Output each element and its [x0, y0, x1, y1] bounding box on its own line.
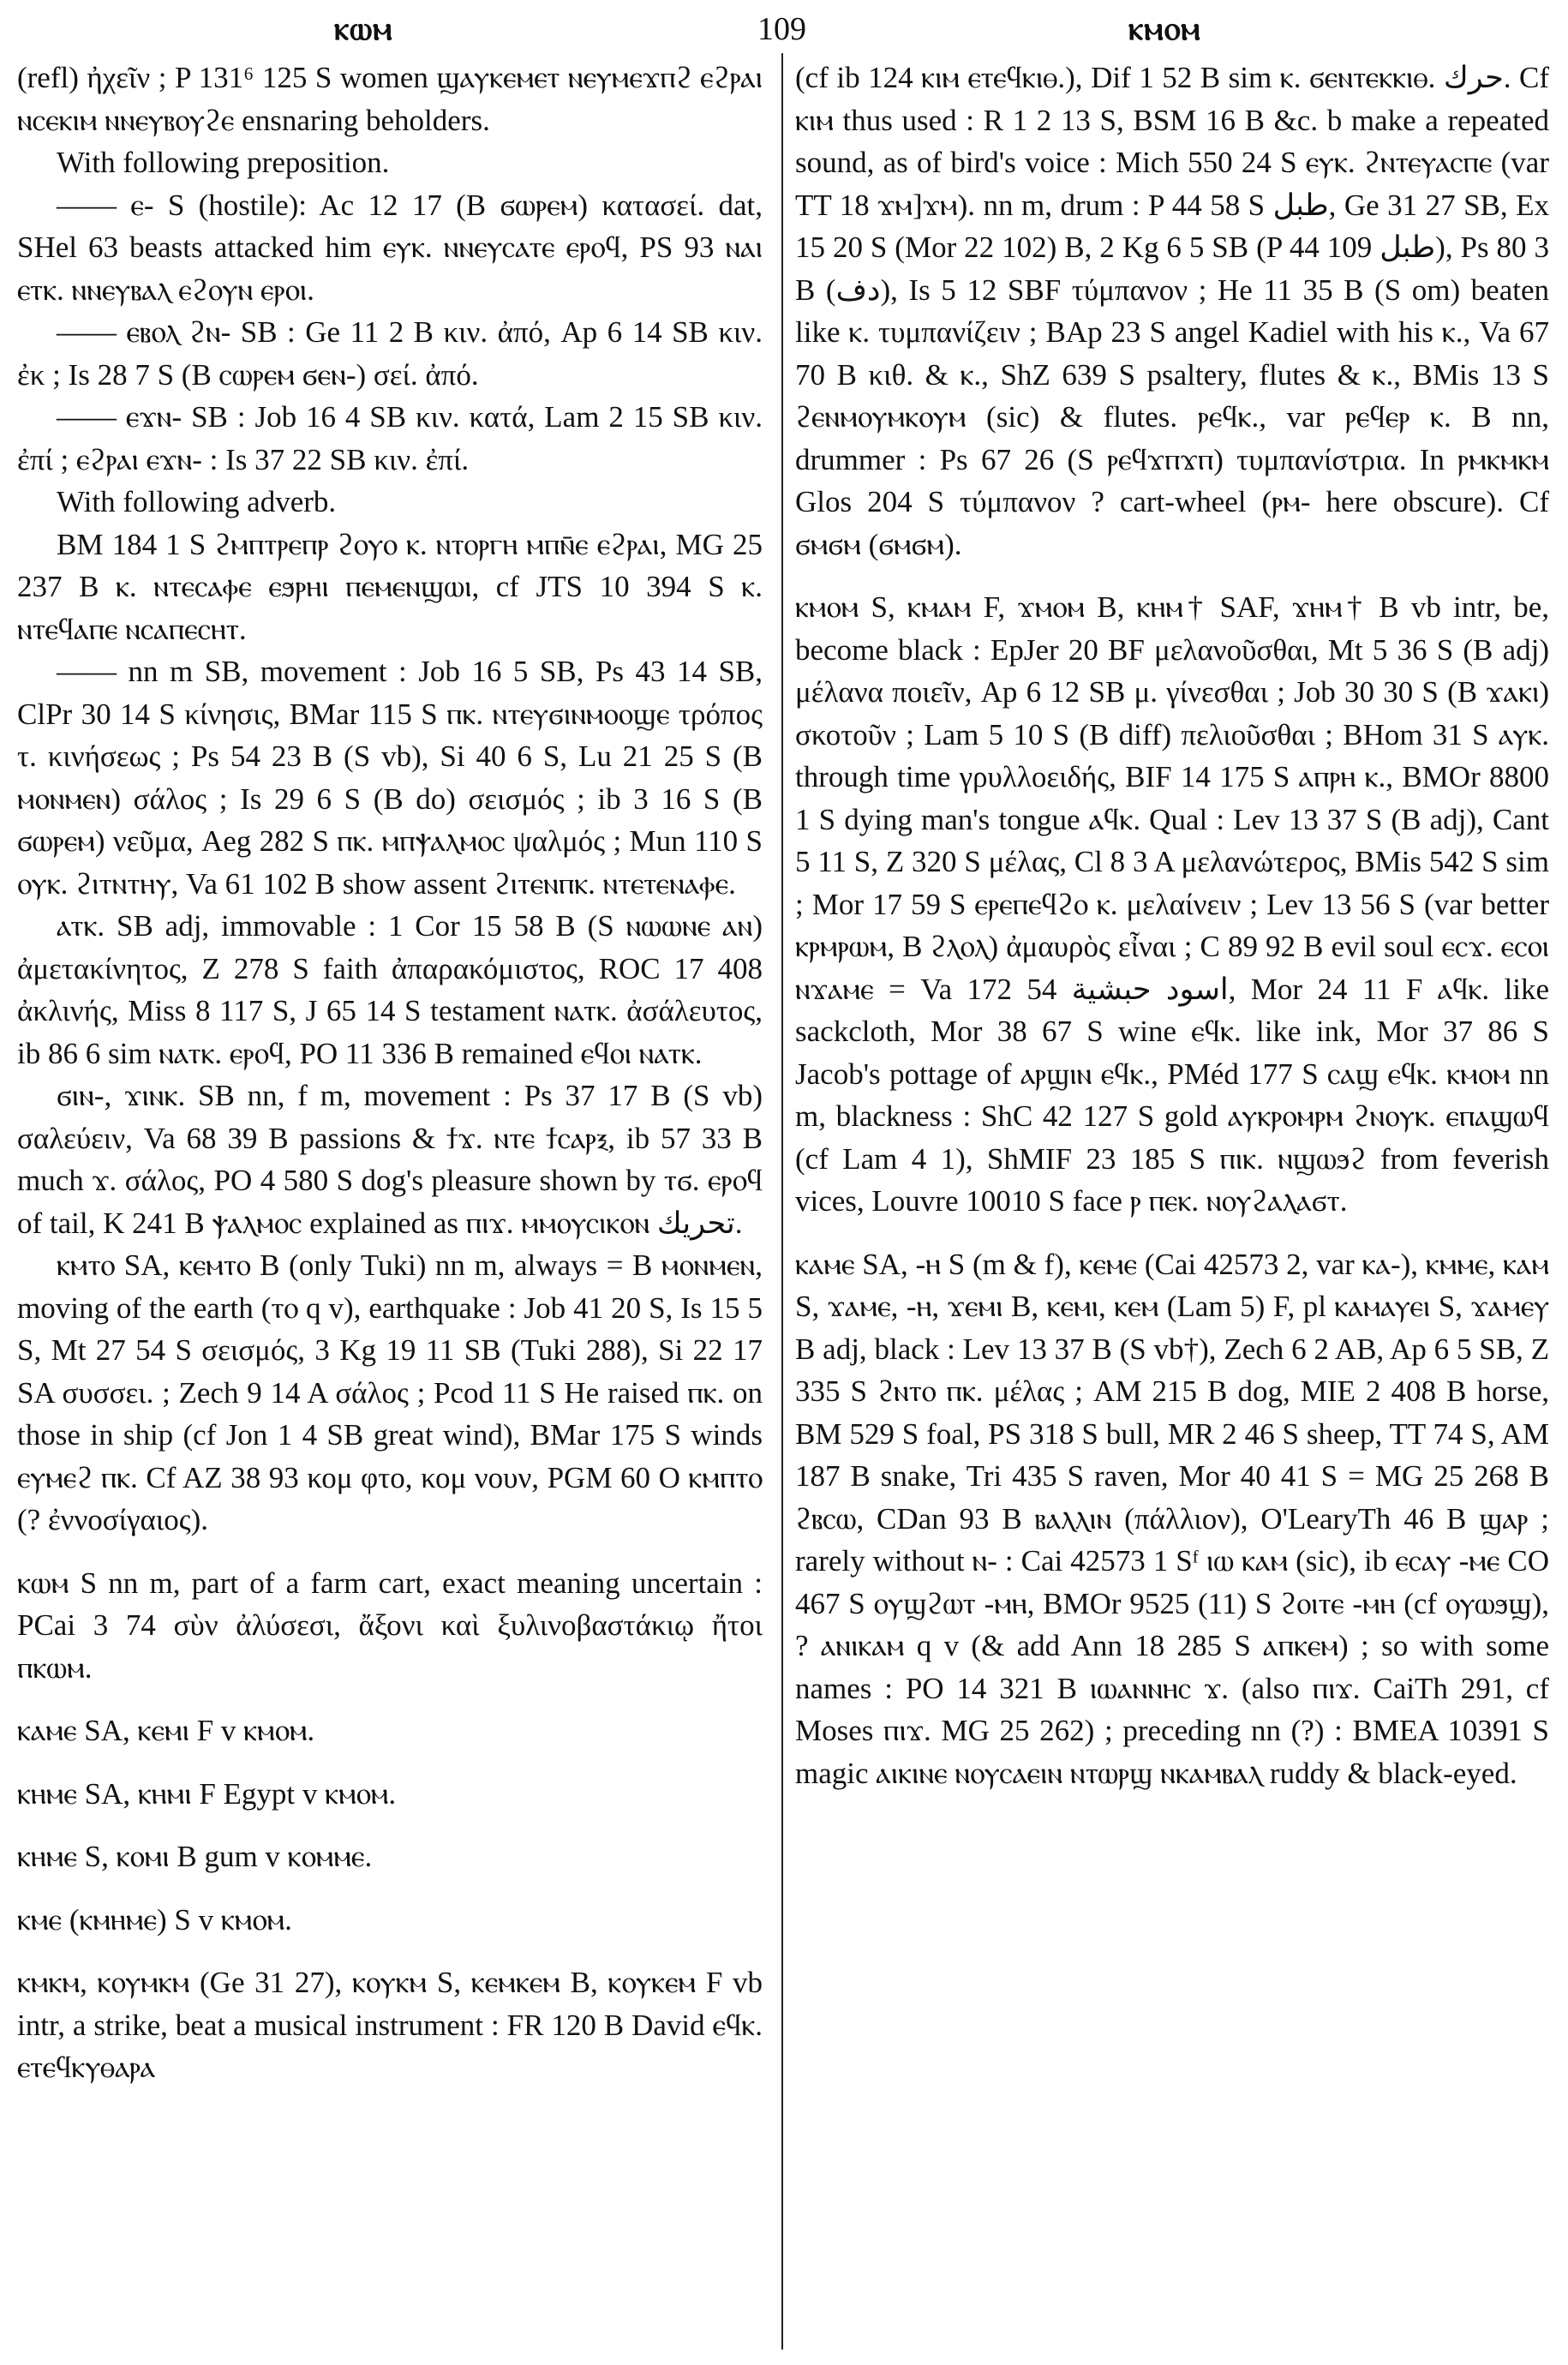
entry-line: ⲁⲧⲕ. SB adj, immovable : 1 Cor 15 58 B (S ⲛⲱⲱⲛⲉ ⲁⲛ) ἀμετακίνητος, Z 278 S faith ἀπαρακόμιστος, ROC 17 408 ἀκλινής, Miss 8 117 S, J 65 14 S testament ⲛⲁⲧⲕ. ἀσάλευτος, ib 86 6 sim ⲛⲁⲧⲕ. ⲉⲣⲟϥ, PO 11 336 B remained ⲉϥⲟⲓ ⲛⲁⲧⲕ.: [17, 909, 763, 1070]
entry-line: BM 184 1 S ϩⲙⲡⲧⲣⲉⲡⲣ ϩⲟⲩⲟ ⲕ. ⲛⲧⲟⲣⲅⲏ ⲙⲡⲛ̄ⲉ ⲉϩⲣⲁⲓ, MG 25 237 B ⲕ. ⲛⲧⲉⲥⲁⲫⲉ ⲉϧⲣⲏⲓ ⲡⲉⲙⲉⲛϣⲱⲓ, cf JTS 10 394 S ⲕ. ⲛⲧⲉϥⲁⲡⲉ ⲛⲥⲁⲡⲉⲥⲏⲧ.: [17, 527, 763, 646]
right-column: [795, 57, 1549, 2353]
entry-line: With following preposition.: [57, 146, 390, 179]
left-column: [17, 57, 763, 2353]
dictionary-entry: ⲕⲁⲙⲉ SA, -ⲏ S (m & f), ⲕⲉⲙⲉ (Cai 42573 2, var ⲕⲁ-), ⲕⲙⲙⲉ, ⲕⲁⲙ S, ϫⲁⲙⲉ, -ⲏ, ϫⲉⲙⲓ B, ⲕⲉⲙⲓ, ⲕⲉⲙ (Lam 5) F, pl ⲕⲁⲙⲁⲩⲉⲓ S, ϫⲁⲙⲉⲩ B adj, black : Lev 13 37 B (S vb†), Zech 6 2 AB, Ap 6 5 SB, Z 335 S ϩⲛⲧⲟ ⲡⲕ. μέλας ; AM 215 B dog, MIE 2 408 B horse, BM 529 S foal, PS 318 S bull, MR 2 46 S sheep, TT 74 S, AM 187 B snake, Tri 435 S raven, Mor 40 41 S = MG 25 268 B ϩⲃⲥⲱ, CDan 93 B ⲃⲁⲗⲗⲓⲛ (πάλλιον), O'LearyTh 46 B ϣⲁⲣ ; rarely without ⲛ- : Cai 42573 1 Sᶠ ⲓⲱ ⲕⲁⲙ (sic), ib ⲉⲥⲁⲩ -ⲙⲉ CO 467 S ⲟⲩϣϩⲱⲧ -ⲙⲏ, BMOr 9525 (11) S ϩⲟⲓⲧⲉ -ⲙⲏ (cf ⲟⲩⲱϧϣ), ? ⲁⲛⲓⲕⲁⲙ q v (& add Ann 18 285 S ⲁⲡⲕⲉⲙ) ; so with some names : PO 14 321 B ⲓⲱⲁⲛⲛⲏⲥ ϫ. (also ⲡⲓϫ. CaiTh 291, cf Moses ⲡⲓϫ. MG 25 262) ; preceding nn (?) : BMEA 10391 S magic ⲁⲓⲕⲓⲛⲉ ⲛⲟⲩⲥⲁⲉⲓⲛ ⲛⲧⲱⲣϣ ⲛⲕⲁⲙⲃⲁⲗ ruddy & black-eyed.: [795, 1247, 1549, 1790]
page-number: 109: [757, 11, 806, 47]
dictionary-entry: ⲕⲙⲕⲙ, ⲕⲟⲩⲙⲕⲙ (Ge 31 27), ⲕⲟⲩⲕⲙ S, ⲕⲉⲙⲕⲉⲙ B, ⲕⲟⲩⲕⲉⲙ F vb intr, a strike, beat a musical instrument : FR 120 B David ⲉϥⲕ. ⲉⲧⲉϥⲕⲩⲑⲁⲣⲁ: [17, 1966, 763, 2084]
entry-line: ϭⲓⲛ-, ϫⲓⲛⲕ. SB nn, f m, movement : Ps 37 17 B (S vb) σαλεύειν, Va 68 39 B passions & ϯϫ. ⲛⲧⲉ ϯⲥⲁⲣⲝ, ib 57 33 B much ϫ. σάλος, PO 4 580 S dog's pleasure shown by ⲧϭ. ⲉⲣⲟϥ of tail, K 241 B ⲯⲁⲗⲙⲟⲥ explained as ⲡⲓϫ. ⲙⲙⲟⲩⲥⲓⲕⲟⲛ تحريك.: [17, 1079, 763, 1240]
dictionary-entry: ⲕⲙⲟⲙ S, ⲕⲙⲁⲙ F, ϫⲙⲟⲙ B, ⲕⲏⲙ† SAF, ϫⲏⲙ† B vb intr, be, become black : EpJer 20 BF μελανοῦσθαι, Mt 5 36 S (B adj) μέλανα ποιεῖν, Ap 6 12 SB μ. γίνεσθαι ; Job 30 30 S (B ϫⲁⲕⲓ) σκοτοῦν ; Lam 5 10 S (B diff) πελιοῦσθαι ; BHom 31 S ⲁⲩⲕ. through time γρυλλοειδής, BIF 14 175 S ⲁⲡⲣⲏ ⲕ., BMOr 8800 1 S dying man's tongue ⲁϥⲕ. Qual : Lev 13 37 S (B adj), Cant 5 11 S, Z 320 S μέλας, Cl 8 3 A μελανώτερος, BMis 542 S sim ; Mor 17 59 S ⲉⲣⲉⲡⲉϥϩⲟ ⲕ. μελαίνειν ; Lev 13 56 S (var better ⲕⲣⲙⲣⲱⲙ, B ϩⲗⲟⲗ) ἀμαυρὸς εἶναι ; C 89 92 B evil soul ⲉⲥϫ. ⲉⲥⲟⲓ ⲛϫⲁⲙⲉ = Va 172 54 اسود حبشية, Mor 24 11 F ⲁϥⲕ. like sackcloth, Mor 38 67 S wine ⲉϥⲕ. like ink, Mor 37 86 S Jacob's pottage of ⲁⲣϣⲓⲛ ⲉϥⲕ., PMéd 177 S ⲥⲁϣ ⲉϥⲕ. ⲕⲙⲟⲙ nn m, blackness : ShC 42 127 S gold ⲁⲩⲕⲣⲟⲙⲣⲙ ϩⲛⲟⲩⲕ. ⲉⲡⲁϣⲱϥ (cf Lam 4 1), ShMIF 23 185 S ⲡⲓⲕ. ⲛϣⲱϧϩ from feverish vices, Louvre 10010 S face ⲣ ⲡⲉⲕ. ⲛⲟⲩϩⲁⲗⲁϭⲧ.: [795, 590, 1549, 1218]
column-divider: [781, 53, 783, 2350]
entry-line: With following adverb.: [57, 485, 337, 518]
dictionary-entry: ⲕⲏⲙⲉ SA, ⲕⲏⲙⲓ F Egypt v ⲕⲙⲟⲙ.: [17, 1776, 397, 1811]
dictionary-entry: ⲕⲙⲉ (ⲕⲙⲏⲙⲉ) S v ⲕⲙⲟⲙ.: [17, 1902, 292, 1937]
header-right-word: ⲕⲙⲟⲙ: [1128, 11, 1201, 47]
header-left-word: ⲕⲱⲙ: [334, 11, 393, 47]
entry-line: (refl) ἠχεῖν ; P 131⁶ 125 S women ϣⲁⲩⲕⲉⲙⲉⲧ ⲛⲉⲩⲙⲉϫⲡϩ ⲉϩⲣⲁⲓ ⲛⲥⲉⲕⲓⲙ ⲛⲛⲉⲩⲃⲟⲩϩⲉ ensnaring beholders.: [17, 61, 763, 137]
entry-line: —— ⲉⲃⲟⲗ ϩⲛ- SB : Ge 11 2 B κιν. ἀπό, Ap 6 14 SB κιν. ἐκ ; Is 28 7 S (B ⲥⲱⲣⲉⲙ ϭⲉⲛ-) σεί. ἀπό.: [17, 315, 763, 392]
entry-line: —— ⲉ- S (hostile): Ac 12 17 (B ϭⲱⲣⲉⲙ) κατασεί. dat, SHel 63 beasts attacked him ⲉⲩⲕ. ⲛⲛⲉⲩⲥⲁⲧⲉ ⲉⲣⲟϥ, PS 93 ⲛⲁⲓ ⲉⲧⲕ. ⲛⲛⲉⲩⲃⲁⲗ ⲉϩⲟⲩⲛ ⲉⲣⲟⲓ.: [17, 188, 763, 307]
entry-line: —— nn m SB, movement : Job 16 5 SB, Ps 43 14 SB, ClPr 30 14 S κίνησις, BMar 115 S ⲡⲕ. ⲛⲧⲉⲩϭⲓⲛⲙⲟⲟϣⲉ τρόπος τ. κινήσεως ; Ps 54 23 B (S vb), Si 40 6 S, Lu 21 25 S (B ⲙⲟⲛⲙⲉⲛ) σάλος ; Is 29 6 S (B do) σεισμός ; ib 3 16 S (B ϭⲱⲣⲉⲙ) νεῦμα, Aeg 282 S ⲡⲕ. ⲙⲡⲯⲁⲗⲙⲟⲥ ψαλμός ; Mun 110 S ⲟⲩⲕ. ϩⲓⲧⲛⲧⲏⲩ, Va 61 102 B show assent ϩⲓⲧⲉⲛⲡⲕ. ⲛⲧⲉⲧⲉⲛⲁⲫⲉ.: [17, 655, 763, 901]
entry-line: —— ⲉϫⲛ- SB : Job 16 4 SB κιν. κατά, Lam 2 15 SB κιν. ἐπί ; ⲉϩⲣⲁⲓ ⲉϫⲛ- : Is 37 22 SB κιν. ἐπί.: [17, 400, 763, 476]
dictionary-entry: ⲕⲱⲙ S nn m, part of a farm cart, exact meaning uncertain : PCai 3 74 σὺν ἀλύσεσι, ἄξονι καὶ ξυλινοβαστάκιῳ ἤτοι ⲡⲕⲱⲙ.: [17, 1566, 763, 1685]
dictionary-entry: ⲕⲏⲙⲉ S, ⲕⲟⲙⲓ B gum v ⲕⲟⲙⲙⲉ.: [17, 1840, 373, 1873]
running-header: [17, 10, 1551, 48]
entry-line: (cf ib 124 ⲕⲓⲙ ⲉⲧⲉϥⲕⲓⲑ.), Dif 1 52 B sim ⲕ. ϭⲉⲛⲧⲉⲕⲕⲓⲑ. حرك. Cf ⲕⲓⲙ thus used : R 1 2 13 S, BSM 16 B &c. b make a repeated sound, as of bird's voice : Mich 550 24 S ⲉⲩⲕ. ϩⲛⲧⲉⲩⲁⲥⲡⲉ (var TT 18 ϫⲙ]ϫⲙ). nn m, drum : P 44 58 S طبل, Ge 31 27 SB, Ex 15 20 S (Mor 22 102) B, 2 Kg 6 5 SB (P 44 109 طبل), Ps 80 3 B (دف), Is 5 12 SBF τύμπανον ; He 11 35 B (S om) beaten like ⲕ. τυμπανίζειν ; BAp 23 S angel Kadiel with his ⲕ., Va 67 70 B κιθ. & ⲕ., ShZ 639 S psaltery, flutes & ⲕ., BMis 13 S ϩⲉⲛⲙⲟⲩⲙⲕⲟⲩⲙ (sic) & flutes. ⲣⲉϥⲕ., var ⲣⲉϥⲉⲣ ⲕ. B nn, drummer : Ps 67 26 (S ⲣⲉϥϫⲡϫⲡ) τυμπανίστρια. In ⲣⲙⲕⲙⲕⲙ Glos 204 S τύμπανον ? cart-wheel (ⲣⲙ- here obscure). Cf ϭⲙϭⲙ (ϭⲙϭⲙ).: [795, 61, 1549, 561]
entry-line: ⲕⲙⲧⲟ SA, ⲕⲉⲙⲧⲟ B (only Tuki) nn m, always = B ⲙⲟⲛⲙⲉⲛ, moving of the earth (ⲧⲟ q v), earthquake : Job 41 20 S, Is 15 5 S, Mt 27 54 S σεισμός, 3 Kg 19 11 SB (Tuki 288), Si 22 17 SA συσσει. ; Zech 9 14 A σάλος ; Pcod 11 S He raised ⲡⲕ. on those in ship (cf Jon 1 4 SB great wind), BMar 175 S winds ⲉⲩⲙⲉϩ ⲡⲕ. Cf AZ 38 93 κομ φτο, κομ νουν, PGM 60 O ⲕⲙⲡⲧⲟ (? ἐννοσίγαιος).: [17, 1248, 763, 1536]
dictionary-entry: ⲕⲁⲙⲉ SA, ⲕⲉⲙⲓ F v ⲕⲙⲟⲙ.: [17, 1714, 315, 1747]
